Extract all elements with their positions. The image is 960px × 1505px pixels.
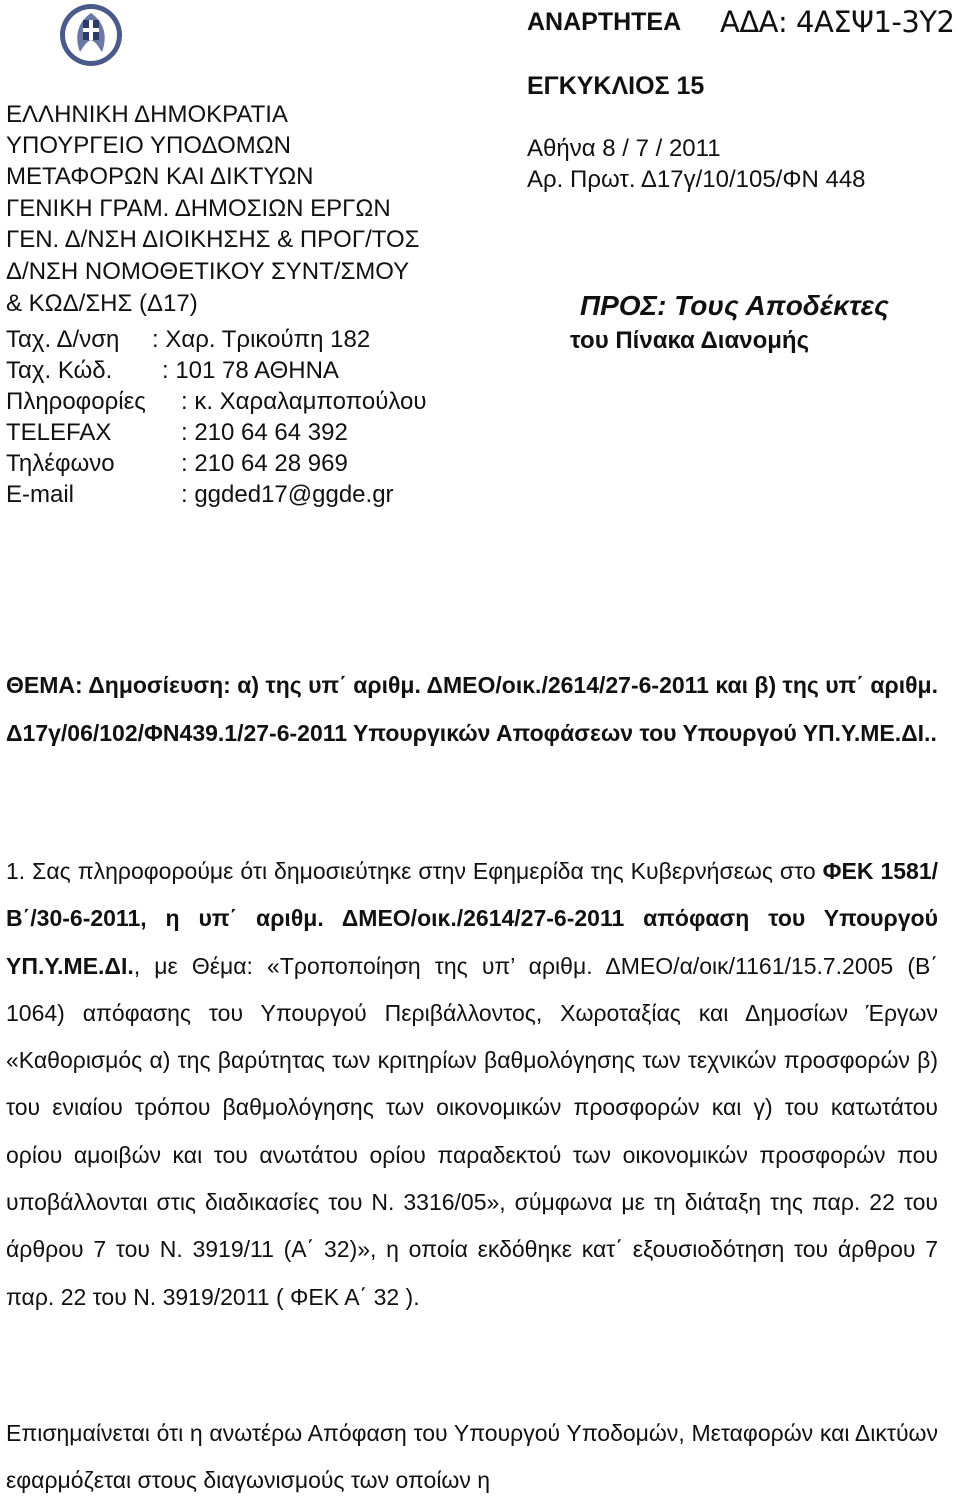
paragraph-1-intro: 1. Σας πληροφορούμε ότι δημοσιεύτηκε στην Εφημερίδα της Κυβερνήσεως στο [6, 858, 823, 884]
contact-label: TELEFAX [6, 419, 112, 446]
subject: ΘΕΜΑ: Δημοσίευση: α) της υπ΄ αριθμ. ΔΜΕΟ/οικ./2614/27-6-2011 και β) της υπ΄ αριθμ. Δ17γ/06/102/ΦΝ439.1/27-6-2011 Υπουργικών Αποφάσεων του Υπουργού ΥΠ.Υ.ΜΕ.ΔΙ.. [6, 672, 938, 746]
contact-label: Ταχ. Δ/νση [6, 326, 120, 353]
agency-line: ΓΕΝΙΚΗ ΓΡΑΜ. ΔΗΜΟΣΙΩΝ ΕΡΓΩΝ [6, 195, 391, 222]
agency-line: ΜΕΤΑΦΟΡΩΝ ΚΑΙ ΔΙΚΤΥΩΝ [6, 163, 314, 190]
recipients-heading: ΠΡΟΣ: Τους Αποδέκτες [580, 290, 889, 321]
paragraph-1-body: , με Θέμα: «Τροποποίηση της υπ’ αριθμ. ΔΜΕΟ/α/οικ/1161/15.7.2005 (Β΄ 1064) απόφασης του Υπουργού Περιβάλλοντος, Χωροταξίας και Δημοσίων Έργων «Καθορισμός α) της βαρύτητας των κριτηρίων βαθμολόγησης των τεχνικών προσφορών β) του ενιαίου τρόπου βαθμολόγησης των οικονομικών προσφορών και γ) του κατωτάτου ορίου αμοιβών και του ανωτάτου ορίου παραδεκτού των οικονομικών προσφορών που υποβάλλονται στις διαδικασίες του Ν. 3316/05», σύμφωνα με τη διάταξη της παρ. 22 του άρθρου 7 του Ν. 3919/11 (Α΄ 32)», η οποία εκδόθηκε κατ΄ εξουσιοδότηση του άρθρου 7 παρ. 22 του Ν. 3919/2011 ( ΦΕΚ Α΄ 32 ). [6, 952, 938, 1310]
posted-label: ΑΝΑΡΤΗΤΕΑ [527, 8, 682, 36]
greek-emblem-icon [58, 2, 124, 68]
ada-code: ΑΔΑ: 4ΑΣΨ1-3Υ2 [720, 5, 955, 39]
agency-line: ΓΕΝ. Δ/ΝΣΗ ΔΙΟΙΚΗΣΗΣ & ΠΡΟΓ/ΤΟΣ [6, 226, 420, 253]
contact-label: Πληροφορίες [6, 388, 146, 415]
contact-label: Ταχ. Κώδ. [6, 357, 113, 384]
agency-line: ΥΠΟΥΡΓΕΙΟ ΥΠΟΔΟΜΩΝ [6, 132, 292, 159]
recipients-subheading: του Πίνακα Διανομής [570, 327, 810, 354]
paragraph-2: Επισημαίνεται ότι η ανωτέρω Απόφαση του Υπουργού Υποδομών, Μεταφορών και Δικτύων εφαρμόζεται στους διαγωνισμούς των οποίων η [6, 1420, 938, 1494]
contact-value: : κ. Χαραλαμποπούλου [181, 388, 427, 415]
circular-number: ΕΓΚΥΚΛΙΟΣ 15 [527, 72, 705, 100]
agency-line: ΕΛΛΗΝΙΚΗ ΔΗΜΟΚΡΑΤΙΑ [6, 101, 288, 128]
document-date: Αθήνα 8 / 7 / 2011 [527, 135, 721, 162]
contact-value: : 210 64 64 392 [181, 419, 348, 446]
protocol-number: Αρ. Πρωτ. Δ17γ/10/105/ΦΝ 448 [527, 166, 866, 193]
paragraph-1-decision: ΦΕΚ 1581/Β΄/30-6-2011, η υπ΄ αριθμ. ΔΜΕΟ/οικ./2614/27-6-2011 απόφαση του Υπουργού ΥΠ.Υ.ΜΕ.ΔΙ. [6, 858, 938, 979]
contact-value: : 210 64 28 969 [181, 450, 348, 477]
email-link[interactable]: : ggded17@ggde.gr [181, 481, 394, 508]
paragraph-1 [6, 848, 938, 1321]
contact-label: E-mail [6, 481, 75, 508]
agency-line: & ΚΩΔ/ΣΗΣ (Δ17) [6, 290, 198, 317]
contact-label: Τηλέφωνο [6, 450, 115, 477]
contact-value: : 101 78 ΑΘΗΝΑ [162, 357, 339, 384]
contact-value: : Χαρ. Τρικούπη 182 [152, 326, 371, 353]
agency-line: Δ/ΝΣΗ ΝΟΜΟΘΕΤΙΚΟΥ ΣΥΝΤ/ΣΜΟΥ [6, 258, 410, 285]
